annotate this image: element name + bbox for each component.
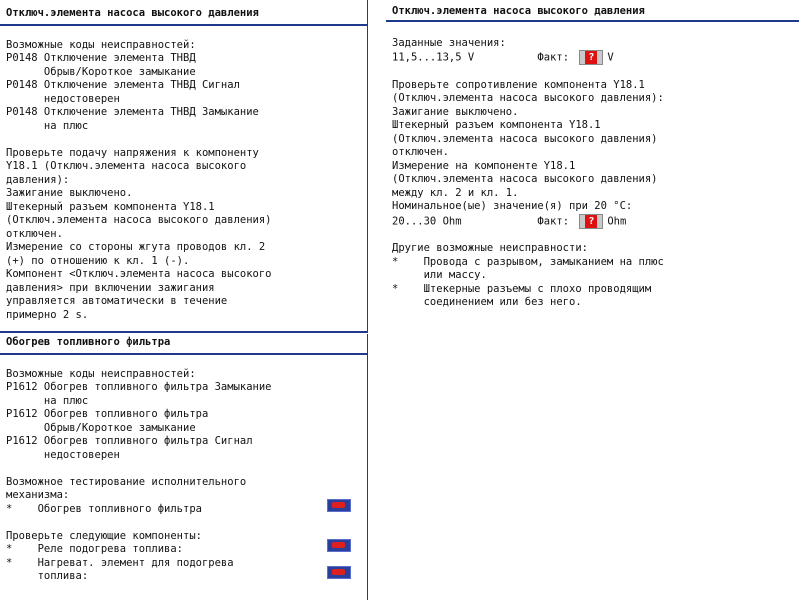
- right-panel-title-rule: [386, 20, 799, 22]
- bottom-panel-line: недостоверен: [6, 448, 120, 461]
- right-panel-line: Проверьте сопротивление компонента Y18.1: [392, 78, 645, 91]
- nominal-voltage-row: [392, 50, 799, 65]
- right-panel-line: * Провода с разрывом, замыканием на плюс: [392, 255, 664, 268]
- right-panel-line: соединением или без него.: [392, 296, 582, 308]
- fact-label-resistance: Факт:: [537, 215, 570, 227]
- actuator-test-button-fuel-filter-heater[interactable]: [327, 499, 351, 512]
- left-panel-title: Отключ.элемента насоса высокого давления: [6, 7, 259, 19]
- right-panel-title: Отключ.элемента насоса высокого давления: [392, 5, 645, 17]
- left-panel-line: на плюс: [6, 119, 89, 132]
- left-panel-line: Компонент <Отключ.элемента насоса высокого: [6, 268, 272, 280]
- right-panel-line: Зажигание выключено.: [392, 105, 519, 118]
- bottom-panel-line: [6, 462, 368, 476]
- left-panel-line: Штекерный разъем компонента Y18.1: [6, 200, 215, 213]
- bottom-panel-content: [0, 350, 368, 584]
- left-panel-line: давления):: [6, 173, 70, 186]
- nominal-resistance-value: 20...30 Ohm: [392, 215, 462, 227]
- right-panel-line: Другие возможные неисправности:: [392, 242, 588, 254]
- left-panel-line: [6, 25, 368, 39]
- left-panel-line: Измерение со стороны жгута проводов кл. 2: [6, 241, 266, 253]
- bottom-panel-line: P1612 Обогрев топливного фильтра Сигнал: [6, 435, 253, 447]
- left-panel-line: отключен.: [6, 227, 63, 240]
- question-icon: ?: [585, 51, 597, 64]
- measure-resistance-button[interactable]: [579, 214, 603, 229]
- bottom-panel-line: [6, 354, 368, 368]
- bottom-panel-title: Обогрев топливного фильтра: [6, 336, 171, 348]
- bottom-panel-line: * Реле подогрева топлива:: [6, 543, 184, 555]
- bottom-panel-line: Возможные коды неисправностей:: [6, 367, 196, 380]
- bottom-panel-line: [6, 516, 368, 530]
- left-panel-title-rule: [0, 24, 368, 26]
- right-panel-line: [392, 23, 799, 37]
- left-panel-line: Проверьте подачу напряжения к компоненту: [6, 146, 259, 159]
- check-button-fuel-heater-relay[interactable]: [327, 539, 351, 552]
- bottom-panel-line: * Обогрев топливного фильтра: [6, 502, 202, 515]
- left-panel-line: (+) по отношению к кл. 1 (-).: [6, 254, 190, 267]
- left-panel-line: [6, 133, 368, 147]
- left-panel-line: управляется автоматически в течение: [6, 295, 228, 307]
- left-panel-line: (Отключ.элемента насоса высокого давления): [6, 214, 272, 226]
- left-panel-line: примерно 2 s.: [6, 308, 89, 321]
- bottom-panel-line: топлива:: [6, 570, 89, 582]
- left-panel-line: Возможные коды неисправностей:: [6, 38, 196, 51]
- measure-voltage-button[interactable]: [579, 50, 603, 65]
- right-panel-line: [392, 229, 799, 243]
- bottom-panel-title-rule: [0, 353, 368, 355]
- right-panel-line: (Отключ.элемента насоса высокого давления): [392, 173, 658, 185]
- bottom-panel-line: P1612 Обогрев топливного фильтра: [6, 408, 209, 420]
- left-panel-line: P0148 Отключение элемента ТНВД Сигнал: [6, 79, 240, 91]
- bottom-panel-border: [367, 334, 368, 600]
- right-panel: [386, 0, 799, 310]
- right-panel-line: Номинальное(ые) значение(я) при 20 °C:: [392, 200, 633, 212]
- right-panel-line: Измерение на компоненте Y18.1: [392, 159, 576, 172]
- nominal-resistance-row: [392, 214, 799, 229]
- left-panel-line: недостоверен: [6, 92, 120, 105]
- right-panel-line: между кл. 2 и кл. 1.: [392, 186, 519, 199]
- check-button-fuel-heater-element[interactable]: [327, 566, 351, 579]
- bottom-panel-line: * Нагреват. элемент для подогрева: [6, 556, 234, 569]
- right-panel-line: [392, 65, 799, 79]
- left-panel-border: [367, 0, 368, 333]
- right-panel-line: * Штекерные разъемы с плохо проводящим: [392, 282, 652, 295]
- left-panel-bottom-rule: [0, 331, 368, 333]
- bottom-panel-line: механизма:: [6, 489, 70, 501]
- nominal-voltage-value: 11,5...13,5 V: [392, 51, 475, 64]
- left-panel-line: Зажигание выключено.: [6, 187, 133, 199]
- right-panel-line: Штекерный разъем компонента Y18.1: [392, 119, 601, 131]
- left-panel: [0, 0, 368, 333]
- bottom-panel-line: P1612 Обогрев топливного фильтра Замыкание: [6, 381, 272, 393]
- left-panel-line: P0148 Отключение элемента ТНВД Замыкание: [6, 106, 259, 118]
- fact-unit-resistance: Ohm: [607, 215, 627, 227]
- bottom-panel-line: Возможное тестирование исполнительного: [6, 475, 247, 488]
- bottom-panel: [0, 334, 368, 600]
- right-panel-line: отключен.: [392, 146, 449, 158]
- right-panel-content: [386, 19, 799, 310]
- fact-label-voltage: Факт:: [537, 51, 570, 64]
- right-panel-line: Заданные значения:: [392, 36, 506, 49]
- question-icon: ?: [585, 215, 597, 228]
- right-panel-line: (Отключ.элемента насоса высокого давления): [392, 132, 658, 145]
- left-panel-line: P0148 Отключение элемента ТНВД: [6, 52, 196, 64]
- fact-unit-voltage: V: [607, 51, 614, 64]
- bottom-panel-line: на плюс: [6, 394, 89, 407]
- left-panel-line: Y18.1 (Отключ.элемента насоса высокого: [6, 160, 247, 172]
- right-panel-line: (Отключ.элемента насоса высокого давления):: [392, 92, 664, 104]
- left-panel-content: [0, 21, 368, 322]
- right-panel-line: или массу.: [392, 269, 487, 281]
- left-panel-line: давления> при включении зажигания: [6, 281, 215, 294]
- bottom-panel-line: Проверьте следующие компоненты:: [6, 529, 202, 542]
- bottom-panel-line: Обрыв/Короткое замыкание: [6, 421, 196, 434]
- left-panel-line: Обрыв/Короткое замыкание: [6, 65, 196, 78]
